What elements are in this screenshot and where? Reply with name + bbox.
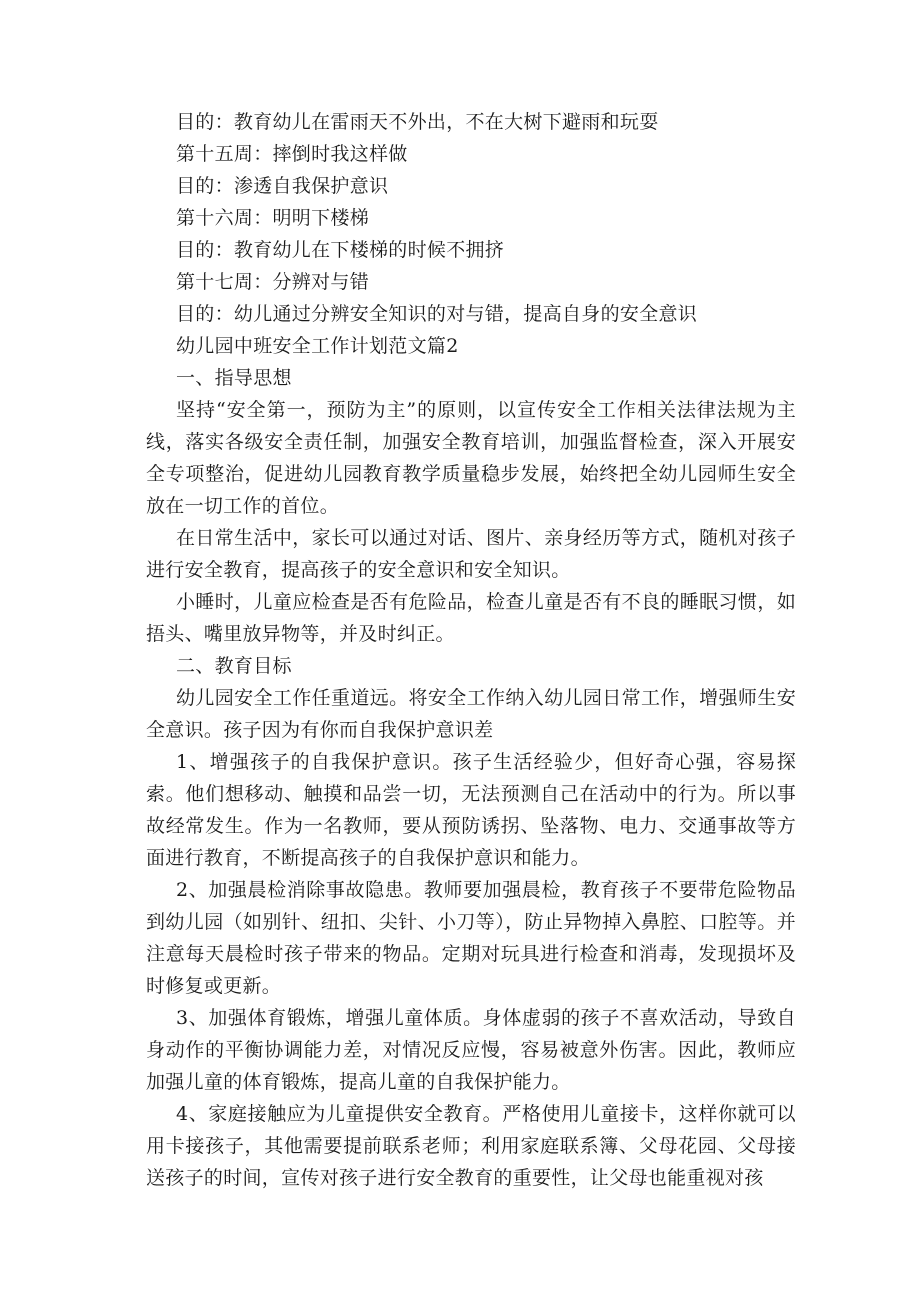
document-body	[146, 106, 796, 1194]
section-heading-1: 一、指导思想	[176, 367, 292, 389]
text-line: 目的：教育幼儿在下楼梯的时候不拥挤	[176, 239, 505, 261]
paragraph-goal-1: 1、增强孩子的自我保护意识。孩子生活经验少，但好奇心强，容易探索。他们想移动、触摸和品尝一切，无法预测自己在活动中的行为。所以事故经常发生。作为一名教师，要从预防诱拐、坠落物、电力、交通事故等方面进行教育，不断提高孩子的自我保护意识和能力。	[146, 751, 796, 869]
text-line: 目的：教育幼儿在雷雨天不外出，不在大树下避雨和玩耍	[176, 111, 659, 133]
paragraph-goal-2: 2、加强晨检消除事故隐患。教师要加强晨检，教育孩子不要带危险物品到幼儿园（如别针、纽扣、尖针、小刀等），防止异物掉入鼻腔、口腔等。并注意每天晨检时孩子带来的物品。定期对玩具进行检查和消毒，发现损坏及时修复或更新。	[146, 879, 796, 997]
week-heading: 第十七周：分辨对与错	[176, 271, 370, 293]
paragraph-safety-work: 幼儿园安全工作任重道远。将安全工作纳入幼儿园日常工作，增强师生安全意识。孩子因为有你而自我保护意识差	[146, 687, 796, 741]
week-heading: 第十五周：摔倒时我这样做	[176, 143, 408, 165]
text-line: 目的：渗透自我保护意识	[176, 175, 389, 197]
week-heading: 第十六周：明明下楼梯	[176, 207, 370, 229]
paragraph-goal-4: 4、家庭接触应为儿童提供安全教育。严格使用儿童接卡，这样你就可以用卡接孩子，其他需要提前联系老师；利用家庭联系簿、父母花园、父母接送孩子的时间，宣传对孩子进行安全教育的重要性，让父母也能重视对孩	[146, 1103, 796, 1189]
paragraph-nap-check: 小睡时，儿童应检查是否有危险品，检查儿童是否有不良的睡眠习惯，如捂头、嘴里放异物等，并及时纠正。	[146, 591, 796, 645]
paragraph-guiding-principle: 坚持“安全第一，预防为主”的原则，以宣传安全工作相关法律法规为主线，落实各级安全责任制，加强安全教育培训，加强监督检查，深入开展安全专项整治，促进幼儿园教育教学质量稳步发展，始终把全幼儿园师生安全放在一切工作的首位。	[146, 399, 796, 517]
paragraph-goal-3: 3、加强体育锻炼，增强儿童体质。身体虚弱的孩子不喜欢活动，导致自身动作的平衡协调能力差，对情况反应慢，容易被意外伤害。因此，教师应加强儿童的体育锻炼，提高儿童的自我保护能力。	[146, 1007, 796, 1093]
section-heading-2: 二、教育目标	[176, 655, 292, 677]
text-line: 目的：幼儿通过分辨安全知识的对与错，提高自身的安全意识	[176, 303, 698, 325]
paragraph-daily-life: 在日常生活中，家长可以通过对话、图片、亲身经历等方式，随机对孩子进行安全教育，提高孩子的安全意识和安全知识。	[146, 527, 796, 581]
section-title: 幼儿园中班安全工作计划范文篇2	[176, 335, 459, 357]
